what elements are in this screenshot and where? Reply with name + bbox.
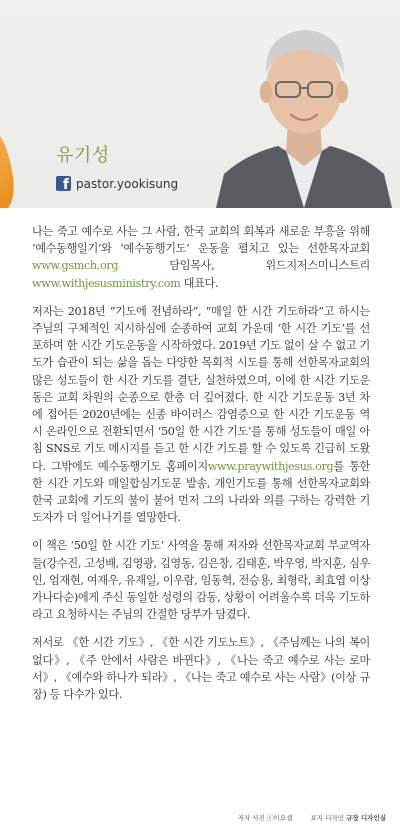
facebook-icon: f [56,176,71,191]
design-credit: 규장 디자인실 [346,814,386,822]
author-photo [216,4,392,208]
facebook-handle: pastor.yookisung [76,176,179,191]
bio-paragraph: 저서로 《한 시간 기도》, 《한 시간 기도노트》, 《주님께는 나의 복이 없다》, 《주 안에서 사람은 바뀐다》, 《나는 죽고 예수로 사는 로마서》, 《예수와 하나가 되라》, 《나는 죽고 예수로 사는 사람》(이상 규장) 등 다수가 있다. [32,636,370,702]
author-name: 유기성 [56,145,110,166]
photo-credit-label: 저자 사진 [237,814,265,822]
bio-text: 저자는 2018년 “기도에 전념하라”, “매일 한 시간 기도하라”고 하시는 주님의 구체적인 지시하심에 순종하여 교회 가운데 ‘한 시간 기도’를 선포하며 한 시간 기도운동을 시작하였다. 2019년 기도 없이 살 수 없고 기도가 습관이 되는 삶을 돕는 다양한 목회적 시도를 통해 선한목자교회의 많은 성도들이 한 시간 기도를 결단, 실천하였으며, 이에 한 시간 기도운동은 교회 차원의 순종으로 한층 더 깊어졌다. 한 시간 기도운동 3년 차에 접어든 2020년에는 신종 바이러스 감염증으로 한 시간 기도운동 역시 온라인으로 전환되면서 ‘50일 한 시간 기도’를 통해 성도들이 매일 아침 SNS로 기도 메시지를 듣고 한 시간 기도를 할 수 있도록 긴급히 도왔다. 그밖에도 예수동행기도 홈페이지 [32,304,370,473]
bio-text: 담임목사, 위드지저스미니스트리 [118,259,370,273]
facebook-link[interactable] [56,176,178,191]
author-bio [32,223,370,714]
ministry-website-link[interactable]: www.withjesusministry.com [32,276,181,290]
author-header [0,0,400,208]
bio-text: 대표다. [180,276,219,290]
photo-credit: ⓒ이요셉 [267,814,293,822]
credits [0,813,386,822]
orange-leaf-decoration [0,131,17,208]
bio-text: 를 통한 한 시간 기도와 매일합심기도문 발송, 개인기도를 통해 선한목자교회와 한국 교회에 기도의 불이 붙어 먼저 그의 나라와 의를 구하는 강력한 기도자가 더 일어나기를 열망한다. [32,459,370,525]
church-website-link[interactable]: www.gsmch.org [32,259,119,273]
design-credit-label: 표지 디자인 [310,814,344,822]
prayer-website-link[interactable]: www.praywithjesus.org [207,459,334,473]
bio-text: 나는 죽고 예수로 사는 그 사람, 한국 교회의 회복과 새로운 부흥을 위해 ‘예수동행일기’와 ‘예수동행기도’ 운동을 펼치고 있는 선한목자교회 [32,225,370,256]
bio-paragraph [32,223,370,292]
bio-paragraph [32,303,370,527]
bio-paragraph: 이 책은 ‘50일 한 시간 기도’ 사역을 통해 저자와 선한목자교회 부교역자들(강수진, 고성배, 김영광, 김영동, 김은창, 김태훈, 박우영, 박지훈, 심우인, 엄재현, 여재우, 유재일, 이우람, 임동혁, 전승용, 최형락, 최효엽 이상 가나다순)에게 주신 동일한 성령의 감동, 상황이 어려울수록 더욱 기도하라고 요청하시는 주님의 간절한 당부가 담겼다. [32,539,370,622]
